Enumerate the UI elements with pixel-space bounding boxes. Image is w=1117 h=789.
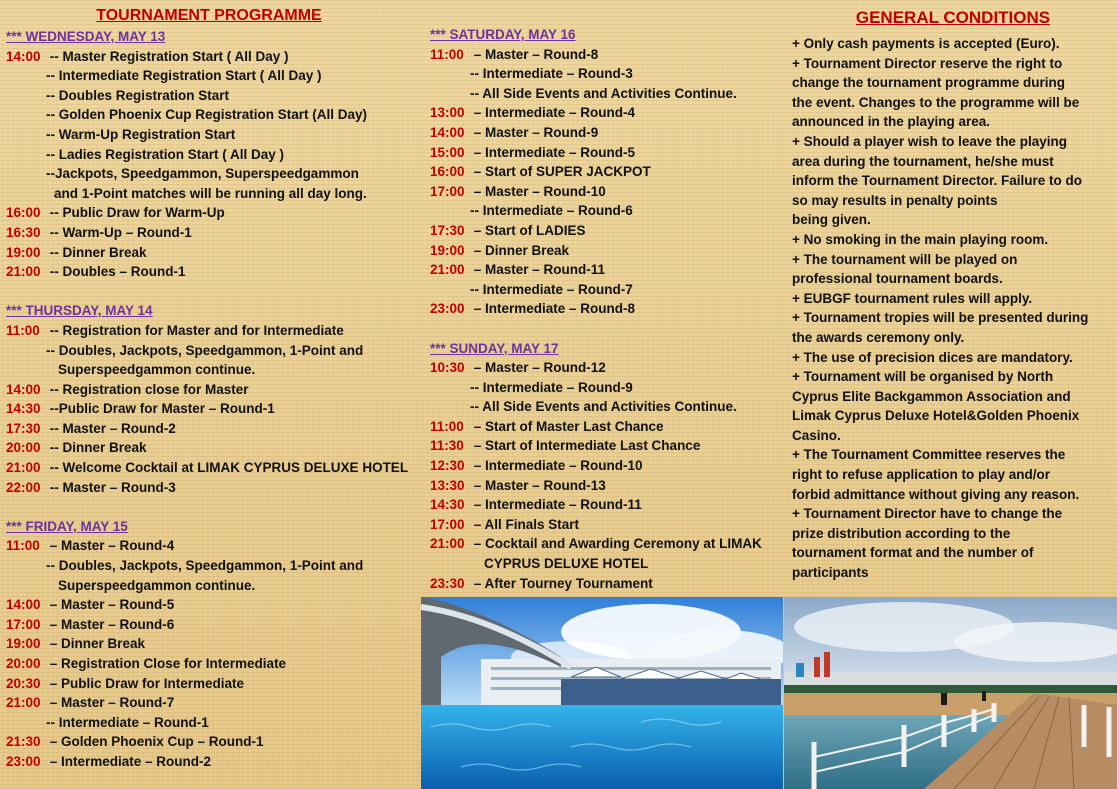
time: 23:00 [6,753,41,769]
event: -- Dinner Break [49,244,147,260]
schedule-row [430,495,780,515]
schedule-row [430,299,780,319]
schedule-row [6,380,418,400]
event: – Dinner Break [49,636,146,652]
schedule-row [6,223,418,243]
condition-line: Limak Cyprus Deluxe Hotel&Golden Phoenix [792,408,1080,424]
condition-line: + Should a player wish to leave the playing [792,133,1067,149]
schedule-row [6,360,418,380]
conditions-list [792,34,1110,583]
time: 14:00 [6,597,41,613]
event: and 1-Point matches will be running all day long. [54,185,367,201]
conditions-column [792,0,1110,583]
time: 23:30 [430,575,465,591]
time: 19:00 [6,244,41,260]
condition-line: right to refuse application to play and/or [792,467,1051,483]
schedule-row [6,262,418,282]
schedule-row [6,86,418,106]
event: – Start of SUPER JACKPOT [473,164,651,180]
time: 16:00 [6,205,41,221]
event: -- All Side Events and Activities Continue. [470,399,737,415]
event: – Intermediate – Round-10 [473,458,643,474]
condition-line: + The use of precision dices are mandatory. [792,349,1073,365]
day-block-saturday [430,25,780,319]
event: – Master – Round-13 [473,477,606,493]
time: 14:30 [6,401,41,417]
schedule-row [430,280,780,300]
time: 14:00 [6,48,41,64]
event: -- Master – Round-3 [49,479,176,495]
time: 11:00 [430,418,464,434]
condition-line: prize distribution according to the [792,525,1011,541]
schedule-row [6,674,418,694]
event: -- Intermediate – Round-3 [470,66,633,82]
time: 10:30 [430,360,465,376]
event: -- Intermediate – Round-1 [46,714,209,730]
condition-line: + The Tournament Committee reserves the [792,447,1066,463]
event: – Master – Round-8 [473,46,599,62]
schedule-row [430,456,780,476]
time: 16:00 [430,164,465,180]
event: -- Welcome Cocktail at LIMAK CYPRUS DELUXE HOTEL [49,460,409,476]
event: – Intermediate – Round-5 [473,144,636,160]
condition-line: + Tournament tropies will be presented during [792,310,1089,326]
day-heading: *** THURSDAY, MAY 14 [6,303,153,319]
schedule-row [430,123,780,143]
schedule-row [430,64,780,84]
event: – Public Draw for Intermediate [49,675,245,691]
schedule-row [430,554,780,574]
schedule-row [430,201,780,221]
schedule-row [6,536,418,556]
condition-line: the event. Changes to the programme will be [792,94,1080,110]
event: – Cocktail and Awarding Ceremony at LIMAK [473,536,762,552]
schedule-row [6,654,418,674]
event: Superspeedgammon continue. [58,577,256,593]
schedule-row [430,417,780,437]
schedule-row [6,458,418,478]
condition-line: professional tournament boards. [792,271,1003,287]
event: CYPRUS DELUXE HOTEL [484,556,649,572]
schedule-row [430,534,780,554]
day-heading: *** FRIDAY, MAY 15 [6,518,128,534]
event: – Master – Round-7 [49,695,175,711]
event: -- Ladies Registration Start ( All Day ) [46,146,285,162]
event: -- Registration close for Master [49,381,249,397]
event: -- Registration for Master and for Intermediate [49,322,344,338]
time: 19:00 [6,636,41,652]
time: 14:00 [6,381,41,397]
event: -- Warm-Up – Round-1 [49,224,192,240]
time: 11:00 [6,538,40,554]
programme-title: TOURNAMENT PROGRAMME [96,7,322,24]
programme-column-middle [430,25,780,593]
event: – Start of Master Last Chance [473,418,664,434]
event: – Intermediate – Round-4 [473,105,636,121]
spacer [6,282,418,302]
condition-line: area during the tournament, he/she must [792,153,1054,169]
event: – Intermediate – Round-11 [473,497,642,513]
condition-line: + Tournament Director reserve the right to [792,55,1063,71]
spacer [6,497,418,517]
schedule-row [430,397,780,417]
event: --Public Draw for Master – Round-1 [49,401,275,417]
time: 17:00 [430,516,465,532]
event: – Dinner Break [473,242,570,258]
schedule-row [430,476,780,496]
event: – Registration Close for Intermediate [49,656,287,671]
time: 17:00 [6,616,41,632]
time: 11:30 [430,438,464,454]
event: -- Doubles Registration Start [46,87,230,103]
event: -- Intermediate – Round-6 [470,203,633,219]
schedule-row [6,478,418,498]
event: – Master – Round-9 [473,124,599,140]
event: – Start of LADIES [473,222,586,238]
schedule-row [430,436,780,456]
time: 16:30 [6,224,41,240]
condition-line: + EUBGF tournament rules will apply. [792,290,1033,306]
schedule-row [430,358,780,378]
condition-line: announced in the playing area. [792,114,991,130]
time: 11:00 [6,322,40,338]
schedule-row [6,203,418,223]
time: 21:30 [6,734,41,750]
time: 21:00 [6,460,41,476]
schedule-row [430,515,780,535]
event: – Master – Round-5 [49,597,175,613]
schedule-row [430,260,780,280]
event: -- Warm-Up Registration Start [46,126,236,142]
event: --Jackpots, Speedgammon, Superspeedgammon [46,166,359,182]
schedule-row [430,45,780,65]
condition-line: inform the Tournament Director. Failure to do [792,173,1083,189]
event: -- Intermediate – Round-7 [470,281,633,297]
schedule-row [6,105,418,125]
time: 13:30 [430,477,465,493]
event: – Intermediate – Round-8 [473,301,636,317]
schedule-row [430,182,780,202]
day-block-wednesday [6,27,418,282]
time: 14:00 [430,124,465,140]
event: – All Finals Start [473,516,580,532]
schedule-row [6,713,418,733]
event: – Master – Round-12 [473,360,606,376]
event: -- Public Draw for Warm-Up [49,205,225,221]
schedule-row [6,576,418,596]
event: -- Master – Round-2 [49,420,176,436]
condition-line: participants [792,565,869,581]
day-heading: *** SUNDAY, MAY 17 [430,340,559,356]
time: 11:00 [430,46,464,62]
schedule-row [430,241,780,261]
schedule-row [6,66,418,86]
event: – Master – Round-11 [473,262,606,278]
event: Superspeedgammon continue. [58,362,256,378]
event: – Master – Round-6 [49,616,175,632]
schedule-row [6,321,418,341]
time: 23:00 [430,301,465,317]
schedule-row [430,221,780,241]
event: – Intermediate – Round-2 [49,753,212,769]
condition-line: + No smoking in the main playing room. [792,231,1049,247]
time: 12:30 [430,458,465,474]
event: -- Doubles, Jackpots, Speedgammon, 1-Point and [46,342,364,358]
schedule-row [6,732,418,752]
condition-line: tournament format and the number of [792,545,1034,561]
condition-line: forbid admittance without giving any reason. [792,486,1080,502]
schedule-row [6,47,418,67]
time: 20:00 [6,656,41,671]
conditions-title: GENERAL CONDITIONS [855,8,1051,27]
schedule-row [430,84,780,104]
time: 17:30 [6,420,41,436]
hotel-pool-photo [421,597,783,789]
time: 22:00 [6,479,41,495]
schedule-row [6,399,418,419]
time: 15:00 [430,144,465,160]
condition-line: change the tournament programme during [792,75,1066,91]
event: – Master – Round-10 [473,183,606,199]
time: 19:00 [430,242,465,258]
time: 20:00 [6,440,41,456]
day-block-friday [6,517,418,772]
condition-line: + The tournament will be played on [792,251,1018,267]
schedule-row [6,184,418,204]
day-heading: *** SATURDAY, MAY 16 [430,27,576,42]
schedule-row [430,103,780,123]
condition-line: so may results in penalty points [792,192,998,208]
event: – Golden Phoenix Cup – Round-1 [49,734,264,750]
time: 21:00 [6,695,41,711]
schedule-row [6,556,418,576]
schedule-row [430,378,780,398]
schedule-row [6,752,418,772]
event: -- Doubles – Round-1 [49,264,186,280]
schedule-row [6,615,418,635]
day-block-sunday [430,339,780,594]
event: -- Intermediate – Round-9 [470,379,633,395]
schedule-row [430,162,780,182]
beach-pier-photo [784,597,1117,789]
time: 13:00 [430,105,465,121]
event: -- Master Registration Start ( All Day ) [49,48,289,64]
day-heading: *** WEDNESDAY, MAY 13 [6,29,166,44]
event: -- All Side Events and Activities Continue. [470,85,737,101]
time: 21:00 [430,262,465,278]
schedule-row [6,125,418,145]
schedule-row [6,693,418,713]
condition-line: being given. [792,212,871,228]
time: 17:00 [430,183,465,199]
time: 17:30 [430,222,465,238]
event: -- Doubles, Jackpots, Speedgammon, 1-Point and [46,558,364,574]
schedule-row [6,164,418,184]
schedule-row [6,595,418,615]
event: -- Golden Phoenix Cup Registration Start (All Day) [46,107,368,123]
schedule-row [6,145,418,165]
condition-line: Casino. [792,427,841,443]
condition-line: + Tournament will be organised by North [792,369,1054,385]
condition-line: the awards ceremony only. [792,329,965,345]
event: – Start of Intermediate Last Chance [473,438,701,454]
time: 14:30 [430,497,465,513]
schedule-row [430,143,780,163]
event: – After Tourney Tournament [473,575,653,591]
event: -- Intermediate Registration Start ( All Day ) [46,68,322,84]
time: 21:00 [430,536,465,552]
schedule-row [6,341,418,361]
time: 21:00 [6,264,41,280]
schedule-row [430,574,780,594]
event: -- Dinner Break [49,440,147,456]
day-block-thursday [6,301,418,497]
event: – Master – Round-4 [49,538,175,554]
spacer [430,319,780,339]
programme-column-left [6,0,418,772]
condition-line: + Only cash payments is accepted (Euro). [792,36,1060,51]
condition-line: + Tournament Director have to change the [792,506,1063,522]
schedule-row [6,419,418,439]
schedule-row [6,243,418,263]
time: 20:30 [6,675,41,691]
schedule-row [6,634,418,654]
schedule-row [6,438,418,458]
condition-line: Cyprus Elite Backgammon Association and [792,388,1071,404]
